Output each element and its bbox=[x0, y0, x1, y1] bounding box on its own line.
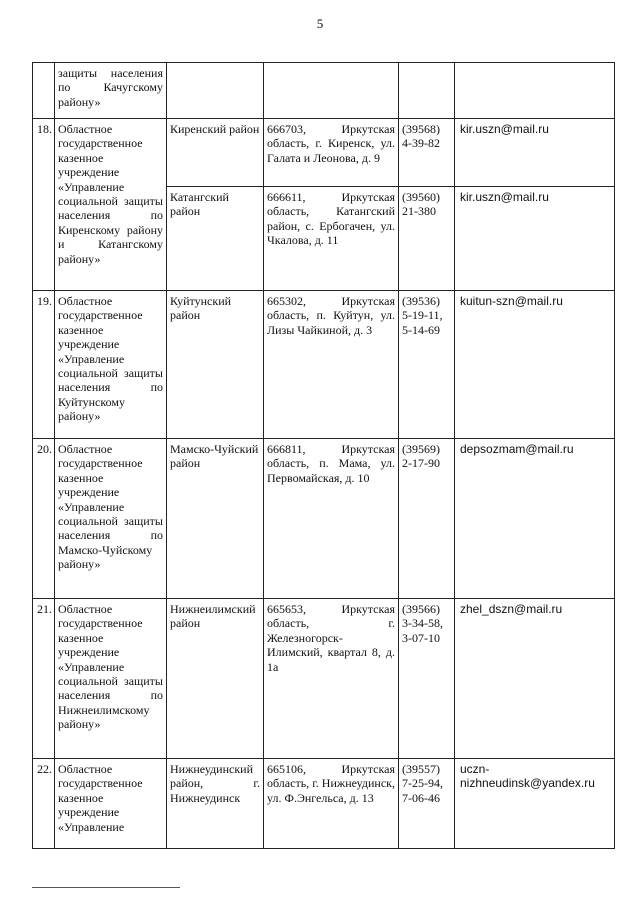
email: kuitun-szn@mail.ru bbox=[455, 291, 615, 439]
district-name: Нижнеудинский район, г. Нижнеудинск bbox=[167, 759, 264, 849]
district-name: Катангский район bbox=[167, 187, 264, 291]
email: kir.uszn@mail.ru bbox=[455, 119, 615, 187]
address: 665302, Иркутская область, п. Куйтун, ул. Лизы Чайкиной, д. 3 bbox=[264, 291, 399, 439]
address bbox=[264, 63, 399, 119]
district-name: Куйтунский район bbox=[167, 291, 264, 439]
district-name: Нижнеилимский район bbox=[167, 599, 264, 759]
organization-name: Областное государственное казенное учреждение «Управление bbox=[55, 759, 167, 849]
organization-name: защиты населения по Качугскому району» bbox=[55, 63, 167, 119]
address: 666703, Иркутская область, г. Киренск, ул. Галата и Леонова, д. 9 bbox=[264, 119, 399, 187]
email: depsozmam@mail.ru bbox=[455, 439, 615, 599]
organization-name: Областное государственное казенное учреждение «Управление социальной защиты населения по Мамско-Чуйскому району» bbox=[55, 439, 167, 599]
row-number: 18. bbox=[33, 119, 55, 291]
district-name: Киренский район bbox=[167, 119, 264, 187]
district-name bbox=[167, 63, 264, 119]
email bbox=[455, 63, 615, 119]
address: 666611, Иркутская область, Катангский район, с. Ербогачен, ул. Чкалова, д. 11 bbox=[264, 187, 399, 291]
organization-name: Областное государственное казенное учреждение «Управление социальной защиты населения по Нижнеилимскому району» bbox=[55, 599, 167, 759]
phone: (39566) 3-34-58, 3-07-10 bbox=[399, 599, 455, 759]
table-row bbox=[33, 119, 615, 187]
address: 665106, Иркутская область, г. Нижнеудинск, ул. Ф.Энгельса, д. 13 bbox=[264, 759, 399, 849]
email: zhel_dszn@mail.ru bbox=[455, 599, 615, 759]
table-row bbox=[33, 599, 615, 759]
email: uczn-nizhneudinsk@yandex.ru bbox=[455, 759, 615, 849]
phone: (39557) 7-25-94, 7-06-46 bbox=[399, 759, 455, 849]
table-row bbox=[33, 63, 615, 119]
phone: (39568) 4-39-82 bbox=[399, 119, 455, 187]
phone: (39569) 2-17-90 bbox=[399, 439, 455, 599]
organization-name: Областное государственное казенное учреждение «Управление социальной защиты населения по Киренскому району и Катангскому району» bbox=[55, 119, 167, 291]
row-number: 20. bbox=[33, 439, 55, 599]
phone: (39536) 5-19-11, 5-14-69 bbox=[399, 291, 455, 439]
institutions-table bbox=[32, 62, 615, 849]
table-row bbox=[33, 439, 615, 599]
phone bbox=[399, 63, 455, 119]
email: kir.uszn@mail.ru bbox=[455, 187, 615, 291]
phone: (39560) 21-380 bbox=[399, 187, 455, 291]
page-number: 5 bbox=[316, 16, 324, 31]
row-number: 19. bbox=[33, 291, 55, 439]
organization-name: Областное государственное казенное учреждение «Управление социальной защиты населения по Куйтунскому району» bbox=[55, 291, 167, 439]
address: 665653, Иркутская область, г. Железногорск-Илимский, квартал 8, д. 1а bbox=[264, 599, 399, 759]
row-number: 21. bbox=[33, 599, 55, 759]
district-name: Мамско-Чуйский район bbox=[167, 439, 264, 599]
row-number: 22. bbox=[33, 759, 55, 849]
table-body bbox=[33, 63, 615, 849]
table-row bbox=[33, 291, 615, 439]
table-row bbox=[33, 759, 615, 849]
footnote-divider bbox=[32, 887, 180, 888]
address: 666811, Иркутская область, п. Мама, ул. Первомайская, д. 10 bbox=[264, 439, 399, 599]
row-number bbox=[33, 63, 55, 119]
